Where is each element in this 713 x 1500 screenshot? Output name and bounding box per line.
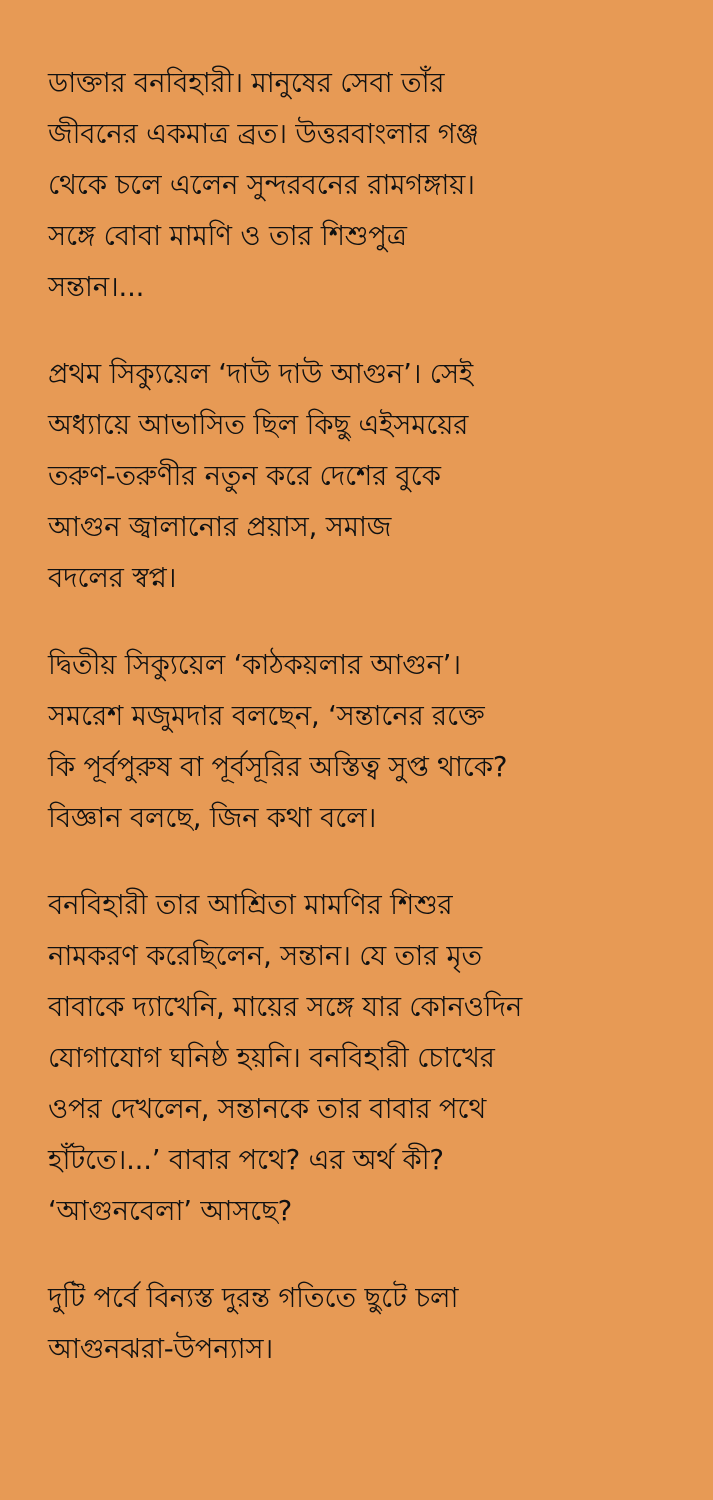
text-line: তরুণ-তরুণীর নতুন করে দেশের বুকে (48, 460, 441, 492)
text-line: থেকে চলে এলেন সুন্দরবনের রামগঙ্গায়। (48, 169, 475, 201)
paragraph-santan (48, 880, 693, 1237)
text-line: আগুন জ্বালানোর প্রয়াস, সমাজ (48, 511, 392, 543)
text-line: প্রথম সিক্যুয়েল ‘দাউ দাউ আগুন’। সেই (48, 358, 474, 390)
paragraph-closing (48, 1273, 693, 1375)
text-line: যোগাযোগ ঘনিষ্ঠ হয়নি। বনবিহারী চোখের (48, 1042, 495, 1074)
text-line: জীবনের একমাত্র ব্রত। উত্তরবাংলার গঞ্জ (48, 118, 479, 150)
text-line: বাবাকে দ্যাখেনি, মায়ের সঙ্গে যার কোনওদিন (48, 991, 523, 1023)
text-line: সমরেশ মজুমদার বলছেন, ‘সন্তানের রক্তে (48, 700, 485, 732)
paragraph-intro (48, 58, 693, 313)
text-line: হাঁটতে।...’ বাবার পথে? এর অর্থ কী? (48, 1144, 444, 1176)
text-line: বিজ্ঞান বলছে, জিন কথা বলে। (48, 802, 377, 834)
text-line: বদলের স্বপ্ন। (48, 562, 177, 594)
text-line: সন্তান।... (48, 271, 145, 303)
text-line: ‘আগুনবেলা’ আসছে? (48, 1195, 293, 1227)
text-line: ডাক্তার বনবিহারী। মানুষের সেবা তাঁর (48, 67, 445, 99)
paragraph-second-sequel (48, 640, 693, 844)
text-line: দুটি পর্বে বিন্যস্ত দুরন্ত গতিতে ছুটে চলা (48, 1282, 459, 1314)
text-line: ওপর দেখলেন, সন্তানকে তার বাবার পথে (48, 1093, 487, 1125)
text-line: সঙ্গে বোবা মামণি ও তার শিশুপুত্র (48, 220, 407, 252)
text-line: আগুনঝরা-উপন্যাস। (48, 1333, 273, 1365)
text-line: কি পূর্বপুরুষ বা পূর্বসূরির অস্তিত্ব সুপ্ত থাকে? (48, 751, 508, 783)
text-line: দ্বিতীয় সিক্যুয়েল ‘কাঠকয়লার আগুন’। (48, 649, 461, 681)
text-line: অধ্যায়ে আভাসিত ছিল কিছু এইসময়ের (48, 409, 469, 441)
text-line: বনবিহারী তার আশ্রিতা মামণির শিশুর (48, 889, 453, 921)
text-line: নামকরণ করেছিলেন, সন্তান। যে তার মৃত (48, 940, 482, 972)
paragraph-first-sequel (48, 349, 693, 604)
